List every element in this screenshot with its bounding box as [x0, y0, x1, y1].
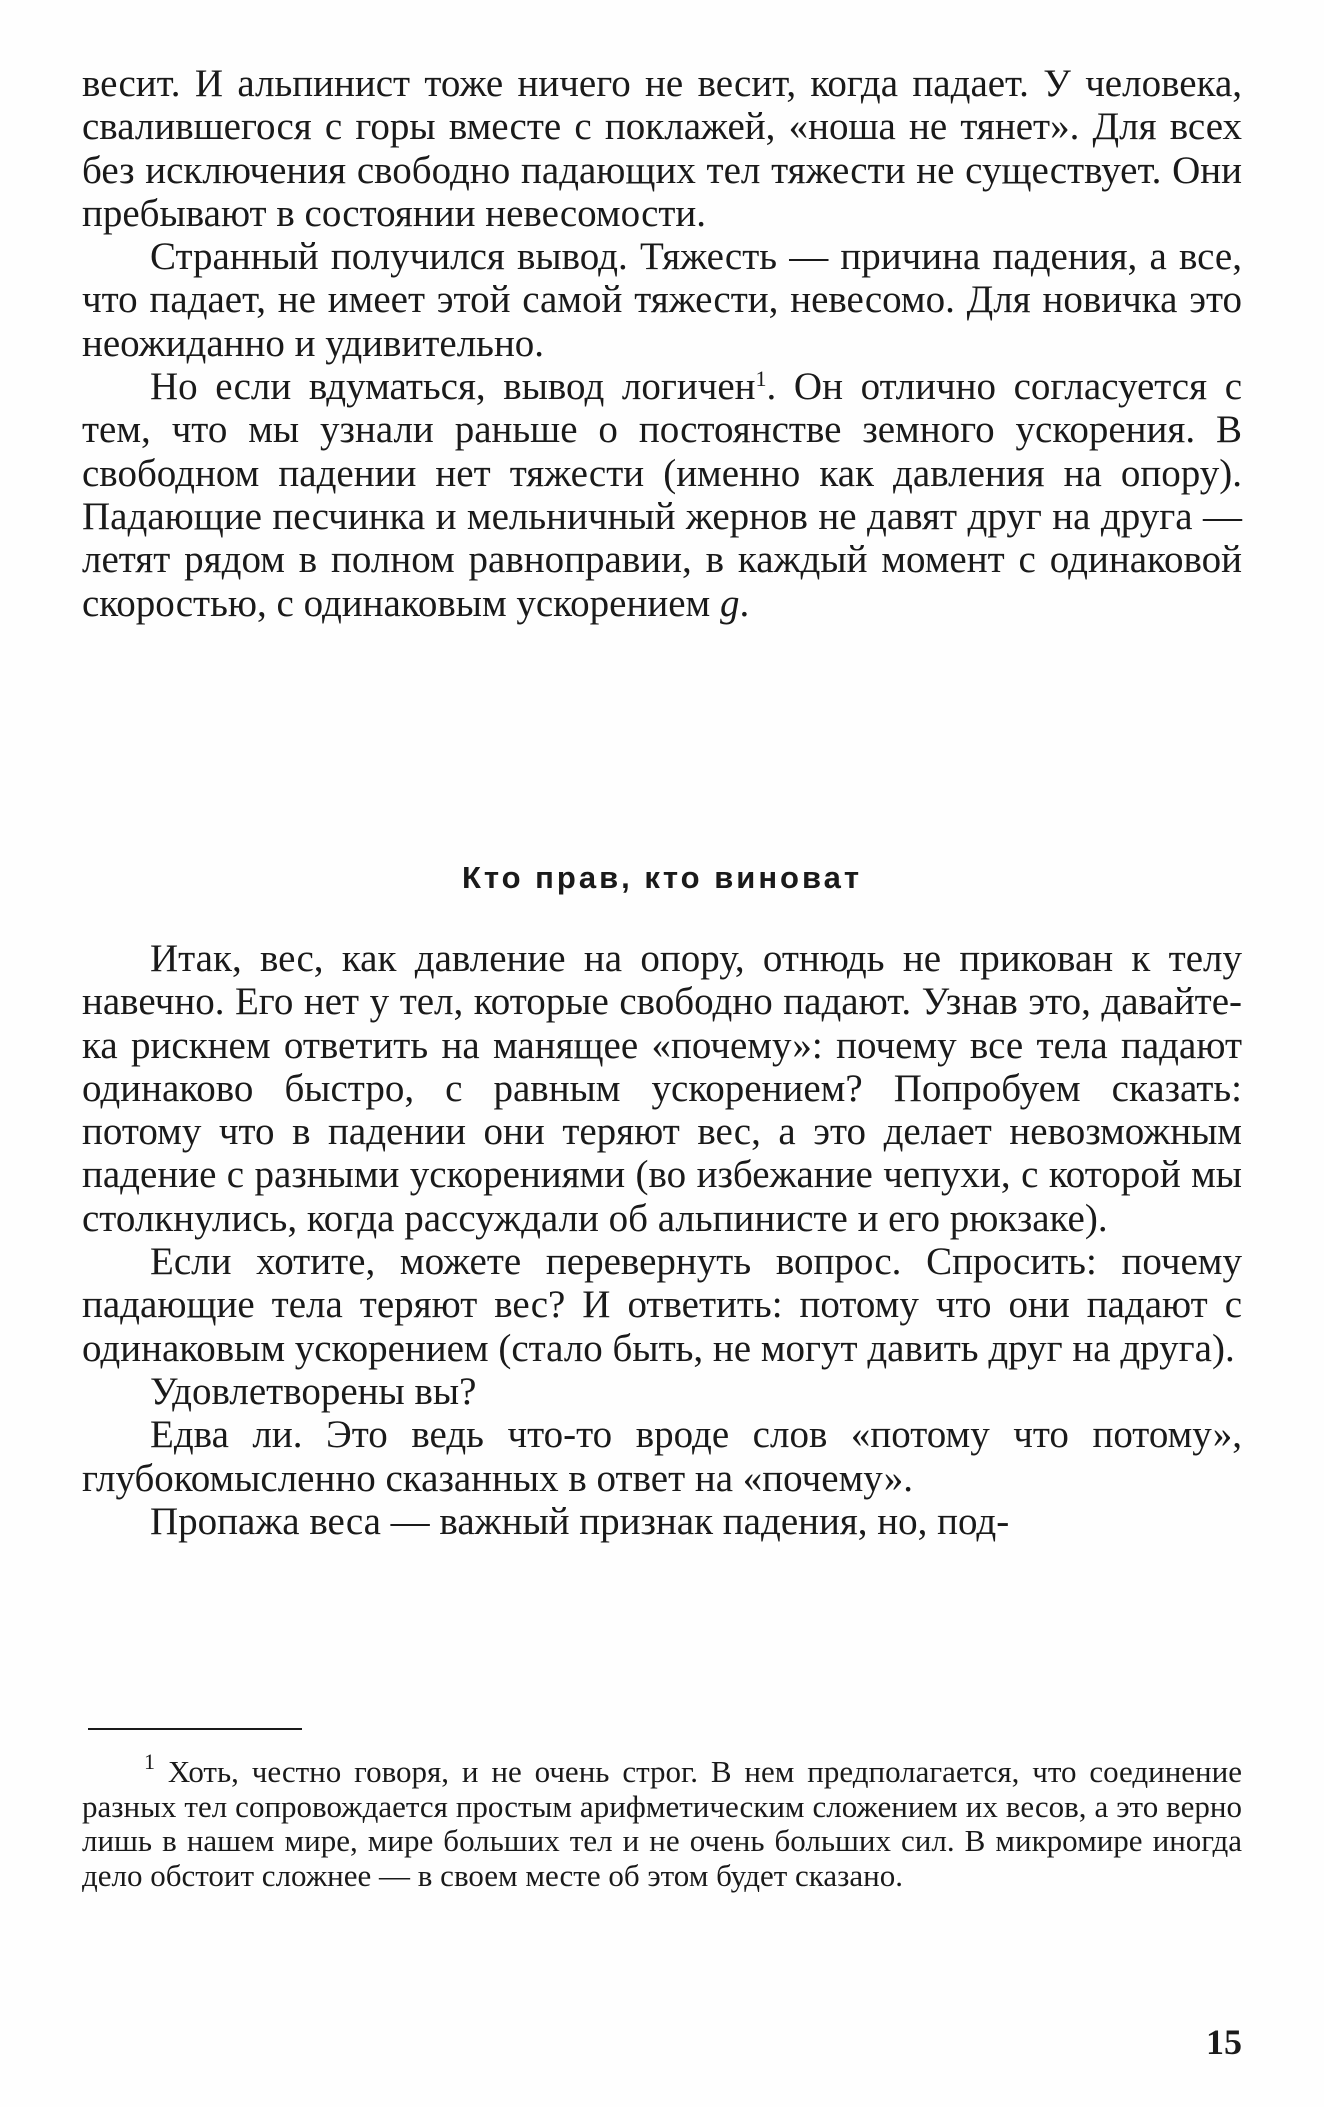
paragraph-weight-not-bound: Итак, вес, как давление на опору, отнюдь не прикован к телу навечно. Его нет у тел, которые свободно падают. Узнав это, давайте-ка рискнем ответить на манящее «почему»: почему все тела падают одинаково быстро, с равным ускорением? Попробуем сказать: потому что в падении они теряют вес, а это делает невозможным падение с разными ускорениями (во избежание чепухи, с которой мы столкнулись, когда рассуждали об альпинисте и его рюкзаке).	[82, 937, 1242, 1240]
paragraph-reverse-question: Если хотите, можете перевернуть вопрос. Спросить: почему падающие тела теряют вес? И ответить: потому что они падают с одинаковым ускорением (стало быть, не могут давить друг на друга).	[82, 1240, 1242, 1370]
footnote-text: Хоть, честно говоря, и не очень строг. В нем предполагается, что соединение разных тел сопровождается простым арифметическим сложением их весов, а это верно лишь в нашем мире, мире больших тел и не очень больших сил. В микромире иногда дело обстоит сложнее — в своем месте об этом будет сказано.	[82, 1754, 1242, 1893]
paragraph-hardly: Едва ли. Это ведь что-то вроде слов «потому что потому», глубокомысленно сказанных в ответ на «почему».	[82, 1413, 1242, 1500]
paragraph-continuation: весит. И альпинист тоже ничего не весит, когда падает. У человека, свалившегося с горы вместе с поклажей, «ноша не тянет». Для всех без исключения свободно падающих тел тяжести не существует. Они пребывают в состоянии невесомости.	[82, 62, 1242, 235]
paragraph-logical-conclusion	[82, 365, 1242, 625]
paragraph-loss-of-weight: Пропажа веса — важный признак падения, но, под-	[150, 1499, 1010, 1543]
paragraph-strange-conclusion: Странный получился вывод. Тяжесть — причина падения, а все, что падает, не имеет этой самой тяжести, невесомо. Для новичка это неожиданно и удивительно.	[82, 235, 1242, 365]
section-heading: Кто прав, кто виноват	[461, 860, 863, 895]
footnote-reference: 1	[755, 366, 767, 392]
footnote-divider	[88, 1728, 302, 1730]
paragraph-text: .	[739, 581, 750, 625]
footnote	[82, 1749, 1242, 1893]
paragraph-text: . Он отлично согласуется с тем, что мы узнали раньше о постоянстве земного ускорения. В свободном падении нет тяжести (именно как давления на опору). Падающие песчинка и мельничный жернов не давят друг на друга — летят рядом в полном равноправии, в каждый момент с одинаковой скоростью, с одинаковым ускорением	[82, 365, 1242, 625]
page-number: 15	[1206, 2022, 1242, 2062]
top-text-block	[82, 62, 1242, 625]
footnote-marker: 1	[144, 1749, 155, 1774]
paragraph-text: Но если вдуматься, вывод логичен	[150, 365, 756, 409]
acceleration-symbol: g	[719, 581, 740, 625]
footnote-paragraph	[82, 1749, 1242, 1893]
main-text-block	[82, 937, 1242, 1543]
paragraph-satisfied: Удовлетворены вы?	[150, 1369, 477, 1413]
